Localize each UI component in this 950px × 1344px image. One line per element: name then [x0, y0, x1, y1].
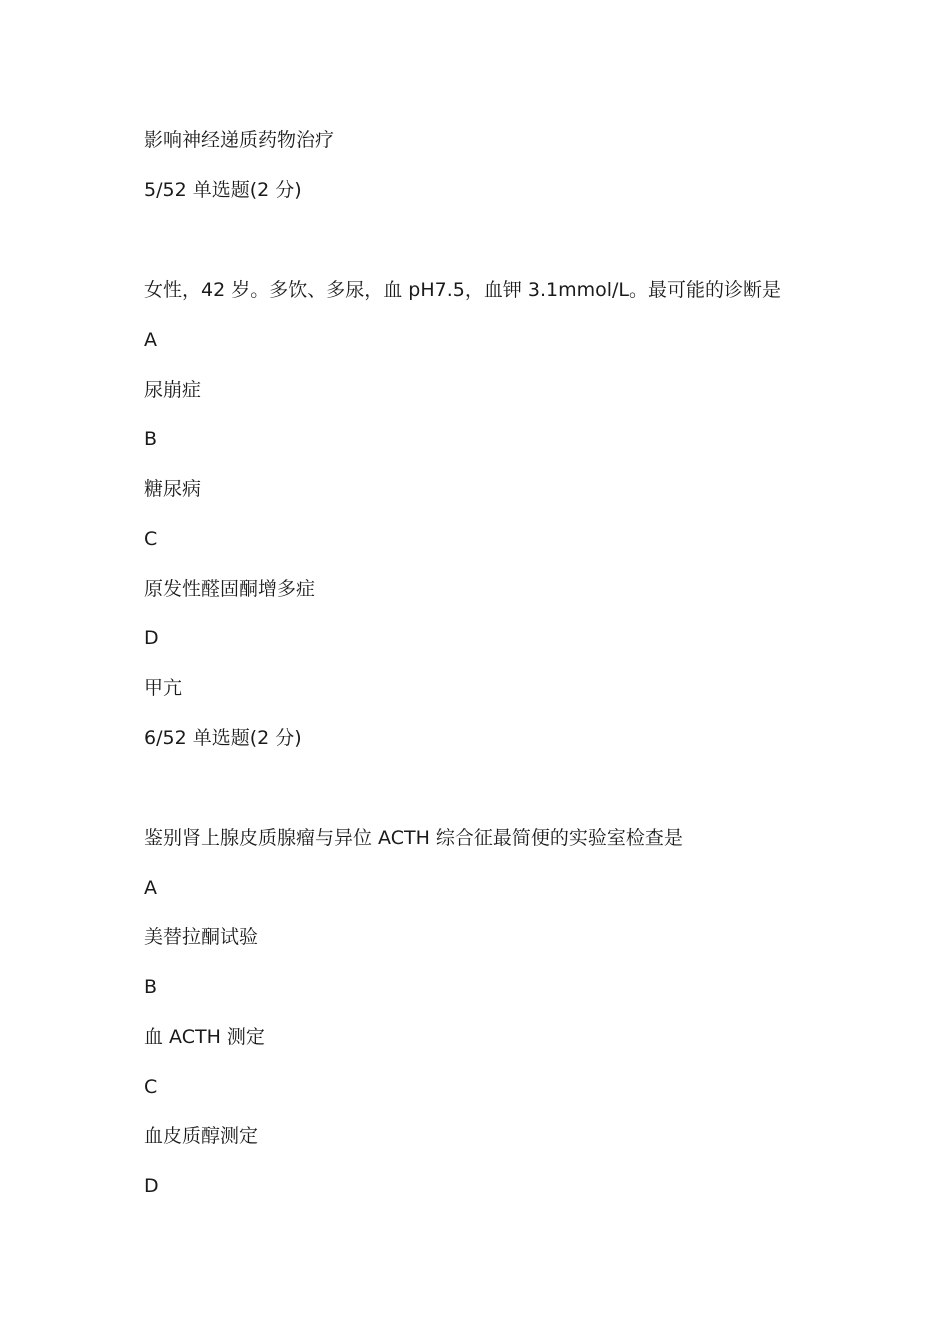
option-text-previous: 影响神经递质药物治疗 — [144, 129, 335, 151]
question-header-5: 5/52 单选题(2 分) — [144, 179, 302, 201]
option-text-c: 原发性醛固酮增多症 — [144, 578, 316, 600]
option-text-d: 甲亢 — [144, 677, 183, 699]
question-header-6: 6/52 单选题(2 分) — [144, 727, 302, 749]
option-label-a: A — [144, 329, 157, 351]
option-label-c: C — [144, 1076, 158, 1098]
option-label-d: D — [144, 1175, 159, 1197]
option-label-c: C — [144, 528, 158, 550]
option-text-b: 糖尿病 — [144, 478, 202, 500]
question-stem-6: 鉴别肾上腺皮质腺瘤与异位 ACTH 综合征最简便的实验室检查是 — [144, 827, 683, 849]
option-label-a: A — [144, 877, 157, 899]
option-text-b: 血 ACTH 测定 — [144, 1026, 265, 1048]
option-text-a: 尿崩症 — [144, 379, 202, 401]
option-label-d: D — [144, 627, 159, 649]
option-label-b: B — [144, 428, 158, 450]
question-stem-5: 女性，42 岁。多饮、多尿，血 pH7.5，血钾 3.1mmol/L。最可能的诊断是 — [144, 279, 781, 301]
option-text-c: 血皮质醇测定 — [144, 1125, 259, 1147]
option-label-b: B — [144, 976, 158, 998]
option-text-a: 美替拉酮试验 — [144, 926, 259, 948]
